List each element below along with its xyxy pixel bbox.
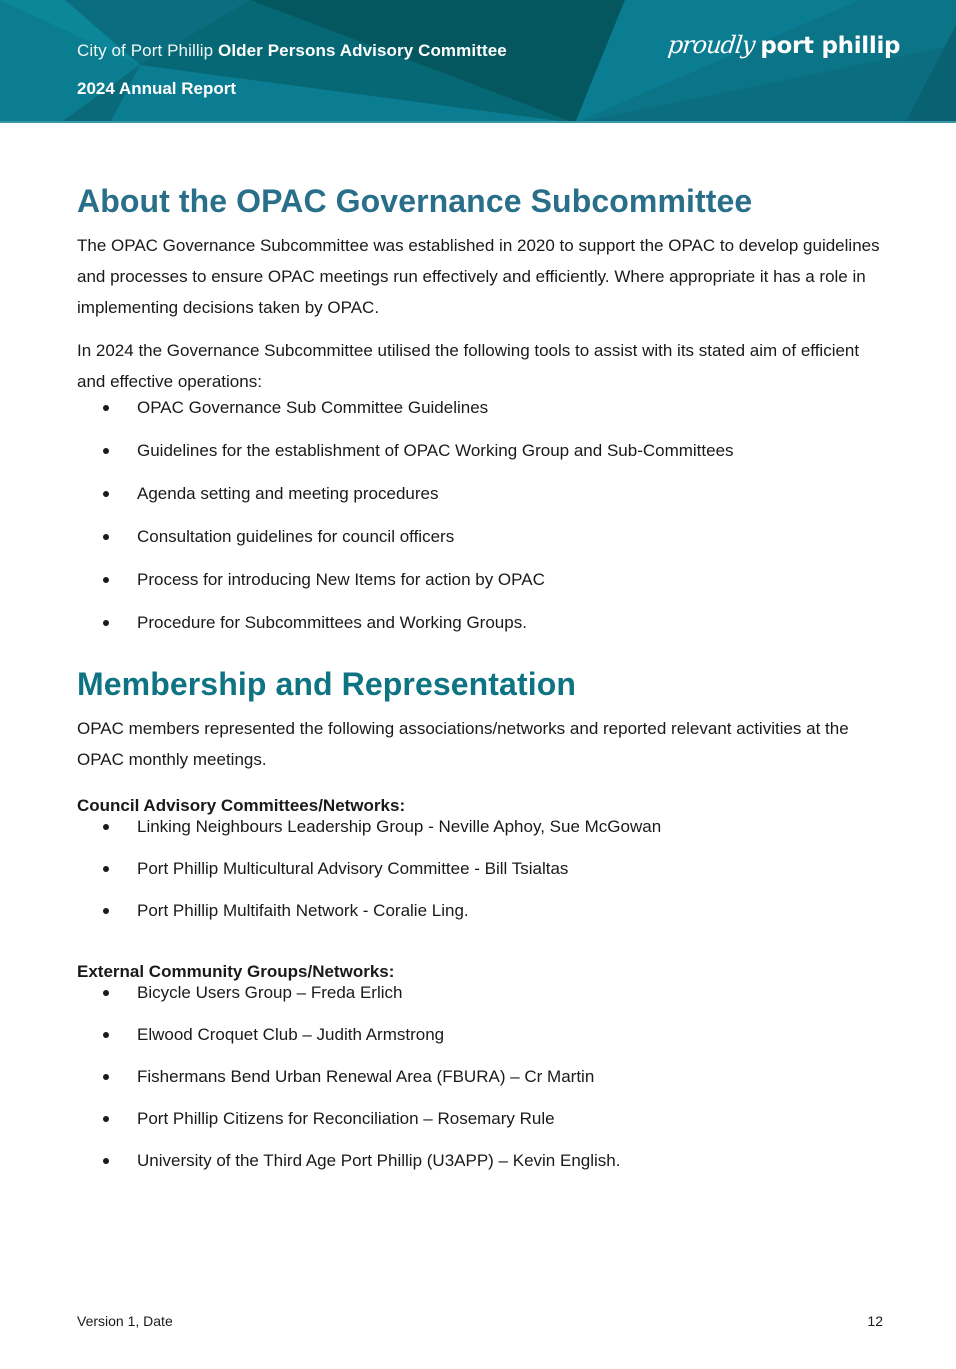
page-content — [77, 180, 887, 1192]
bullet-icon — [103, 620, 109, 626]
list-item: Guidelines for the establishment of OPAC Working Group and Sub-Committees — [77, 440, 887, 461]
logo-brand-text: port phillip — [760, 33, 901, 59]
bullet-icon — [103, 866, 109, 872]
external-networks-list — [77, 982, 887, 1171]
bullet-icon — [103, 1032, 109, 1038]
list-item: Consultation guidelines for council officers — [77, 526, 887, 547]
header-bottom-rule — [0, 121, 956, 123]
list-item: OPAC Governance Sub Committee Guidelines — [77, 397, 887, 418]
council-networks-heading: Council Advisory Committees/Networks: — [77, 796, 406, 815]
bullet-icon — [103, 1074, 109, 1080]
membership-heading: Membership and Representation — [77, 666, 576, 702]
footer-page-number: 12 — [867, 1313, 883, 1329]
list-item: Fishermans Bend Urban Renewal Area (FBURA) – Cr Martin — [77, 1066, 887, 1087]
bullet-icon — [103, 1158, 109, 1164]
report-subtitle: 2024 Annual Report — [77, 79, 237, 98]
council-name: City of Port Phillip — [77, 41, 214, 60]
list-item: University of the Third Age Port Phillip (U3APP) – Kevin English. — [77, 1150, 887, 1171]
list-item: Process for introducing New Items for action by OPAC — [77, 569, 887, 590]
bullet-icon — [103, 990, 109, 996]
page-header — [0, 0, 956, 123]
bullet-icon — [103, 908, 109, 914]
governance-tools-intro: In 2024 the Governance Subcommittee utilised the following tools to assist with its stated aim of efficient and effective operations: — [77, 341, 860, 391]
committee-name: Older Persons Advisory Committee — [218, 41, 507, 60]
bullet-icon — [103, 448, 109, 454]
governance-intro-paragraph: The OPAC Governance Subcommittee was established in 2020 to support the OPAC to develop guidelines and processes to ensure OPAC meetings run effectively and efficiently. Where appropriate it has a role in implementing decisions taken by OPAC. — [77, 236, 880, 317]
list-item: Agenda setting and meeting procedures — [77, 483, 887, 504]
list-item: Linking Neighbours Leadership Group - Neville Aphoy, Sue McGowan — [77, 816, 887, 837]
list-item: Bicycle Users Group – Freda Erlich — [77, 982, 887, 1003]
report-title — [77, 41, 507, 61]
list-item: Port Phillip Multifaith Network - Coralie Ling. — [77, 900, 887, 921]
list-item: Port Phillip Multicultural Advisory Committee - Bill Tsialtas — [77, 858, 887, 879]
governance-section — [77, 180, 887, 633]
proudly-port-phillip-logo — [668, 31, 900, 71]
bullet-icon — [103, 405, 109, 411]
council-networks-list — [77, 816, 887, 921]
bullet-icon — [103, 491, 109, 497]
bullet-icon — [103, 824, 109, 830]
membership-section — [77, 663, 887, 1171]
governance-tools-list — [77, 397, 887, 633]
list-item: Elwood Croquet Club – Judith Armstrong — [77, 1024, 887, 1045]
footer-version: Version 1, Date — [77, 1313, 173, 1329]
governance-heading: About the OPAC Governance Subcommittee — [77, 183, 753, 219]
bullet-icon — [103, 577, 109, 583]
logo-script-text: proudly — [666, 31, 756, 59]
bullet-icon — [103, 534, 109, 540]
bullet-icon — [103, 1116, 109, 1122]
list-item: Procedure for Subcommittees and Working Groups. — [77, 612, 887, 633]
list-item: Port Phillip Citizens for Reconciliation – Rosemary Rule — [77, 1108, 887, 1129]
membership-intro-paragraph: OPAC members represented the following associations/networks and reported relevant activities at the OPAC monthly meetings. — [77, 719, 849, 769]
external-networks-heading: External Community Groups/Networks: — [77, 962, 395, 981]
